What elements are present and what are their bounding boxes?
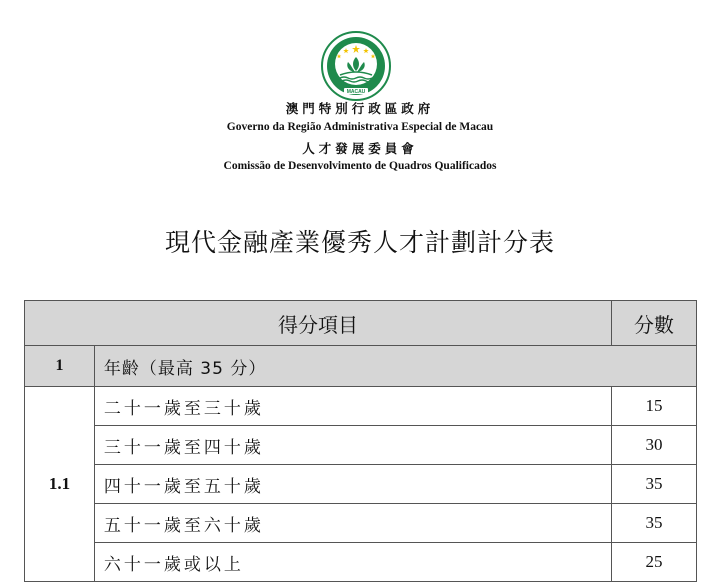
header-item: 得分項目 (25, 301, 612, 346)
government-name-chinese: 澳門特別行政區政府 (285, 101, 435, 116)
table-header-row (25, 301, 697, 346)
row-score: 35 (612, 465, 697, 504)
row-score: 35 (612, 504, 697, 543)
section-number: 1 (25, 346, 95, 387)
row-label: 六十一歲或以上 (94, 543, 611, 582)
row-label: 二十一歲至三十歲 (94, 387, 611, 426)
row-label: 四十一歲至五十歲 (94, 465, 611, 504)
section-row (25, 346, 697, 387)
table-row (25, 387, 697, 426)
emblem-label: MACAU (346, 89, 366, 96)
row-score: 15 (612, 387, 697, 426)
row-score: 25 (612, 543, 697, 582)
row-label: 五十一歲至六十歲 (94, 504, 611, 543)
government-name-portuguese: Governo da Região Administrativa Especial de Macau (226, 121, 494, 133)
page-title: 現代金融產業優秀人才計劃計分表 (164, 228, 555, 257)
commission-name-portuguese: Comissão de Desenvolvimento de Quadros Qualificados (223, 160, 497, 172)
subsection-number: 1.1 (25, 387, 95, 582)
commission-name-chinese: 人才發展委員會 (302, 141, 418, 156)
table-row (25, 543, 697, 582)
row-label: 三十一歲至四十歲 (94, 426, 611, 465)
row-score: 30 (612, 426, 697, 465)
table-row (25, 465, 697, 504)
header-score: 分數 (612, 301, 697, 346)
score-table (24, 300, 697, 582)
section-title: 年齡（最高 35 分） (94, 346, 696, 387)
table-row (25, 426, 697, 465)
table-row (25, 504, 697, 543)
macau-emblem-icon (320, 30, 392, 102)
